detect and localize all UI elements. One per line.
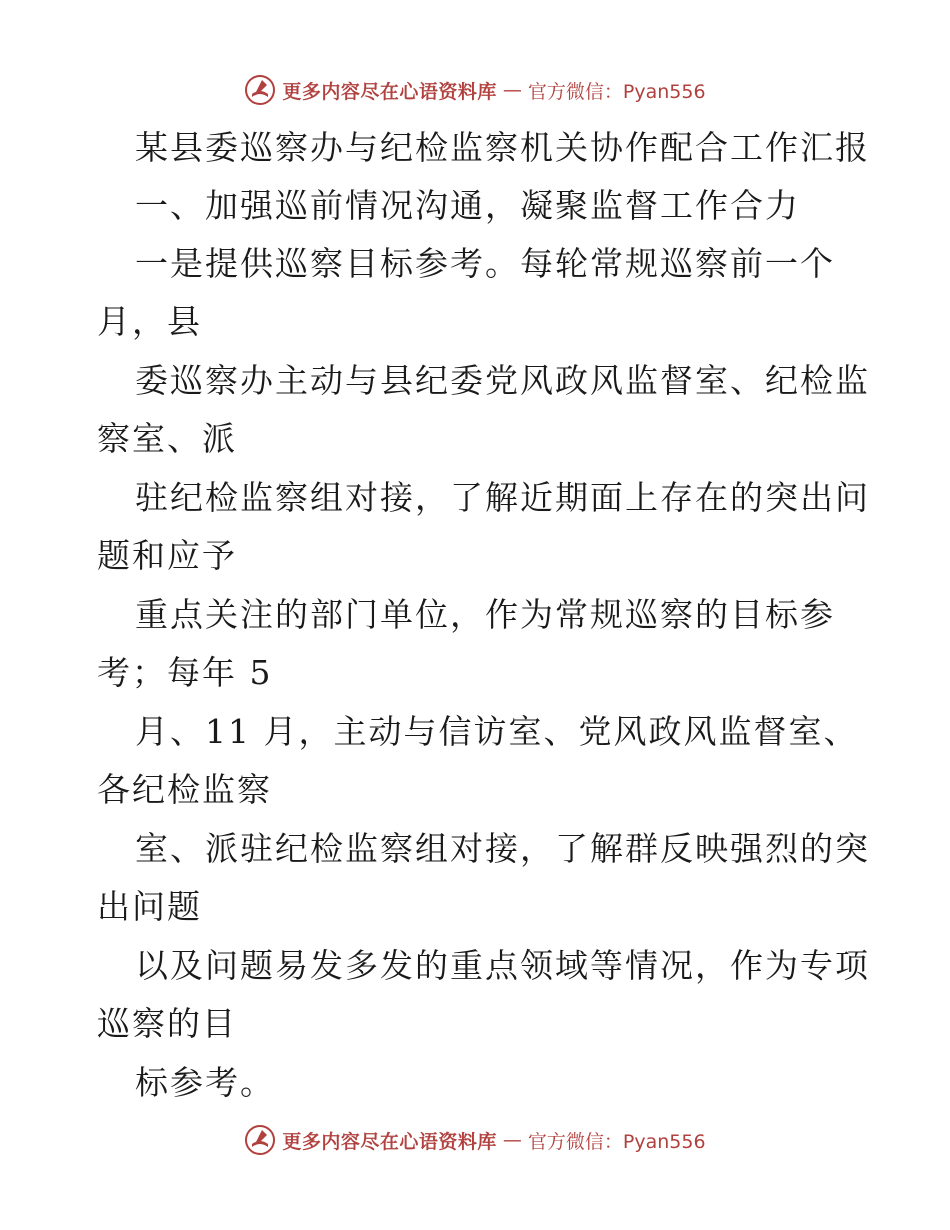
- paragraph-line: 以及问题易发多发的重点领域等情况，作为专项: [135, 946, 870, 985]
- watermark-footer: [0, 1120, 950, 1160]
- paragraph-line: 各纪检监察: [97, 770, 272, 809]
- watermark-text: 更多内容尽在心语资料库: [282, 80, 497, 103]
- book-pen-logo-icon: [244, 1124, 276, 1156]
- watermark-separator: —: [502, 79, 522, 101]
- paragraph-line: 委巡察办主动与县纪委党风政风监督室、纪检监: [135, 361, 870, 400]
- paragraph-line: 室、派驻纪检监察组对接，了解群反映强烈的突: [135, 829, 870, 868]
- section-heading: 一、加强巡前情况沟通，凝聚监督工作合力: [135, 186, 800, 225]
- paragraph-line: 标参考。: [135, 1063, 275, 1102]
- paragraph-line: 巡察的目: [97, 1004, 237, 1043]
- paragraph-line: 出问题: [97, 887, 202, 926]
- paragraph-line: 题和应予: [97, 536, 237, 575]
- paragraph-line: 月，县: [97, 302, 202, 341]
- paragraph-line: 驻纪检监察组对接，了解近期面上存在的突出问: [135, 478, 870, 517]
- watermark-header: [0, 70, 950, 110]
- paragraph-line: 月、11 月，主动与信访室、党风政风监督室、: [135, 712, 859, 751]
- watermark-wechat: 官方微信：Pyan556: [527, 80, 706, 103]
- watermark-wechat: 官方微信：Pyan556: [527, 1130, 706, 1153]
- paragraph-line: 察室、派: [97, 419, 237, 458]
- watermark-text: 更多内容尽在心语资料库: [282, 1130, 497, 1153]
- book-pen-logo-icon: [244, 74, 276, 106]
- paragraph-line: 一是提供巡察目标参考。每轮常规巡察前一个: [135, 244, 835, 283]
- paragraph-line: 考；每年 5: [97, 653, 273, 692]
- watermark-separator: —: [502, 1129, 522, 1151]
- paragraph-line: 重点关注的部门单位，作为常规巡察的目标参: [135, 595, 835, 634]
- document-title: 某县委巡察办与纪检监察机关协作配合工作汇报: [135, 128, 870, 167]
